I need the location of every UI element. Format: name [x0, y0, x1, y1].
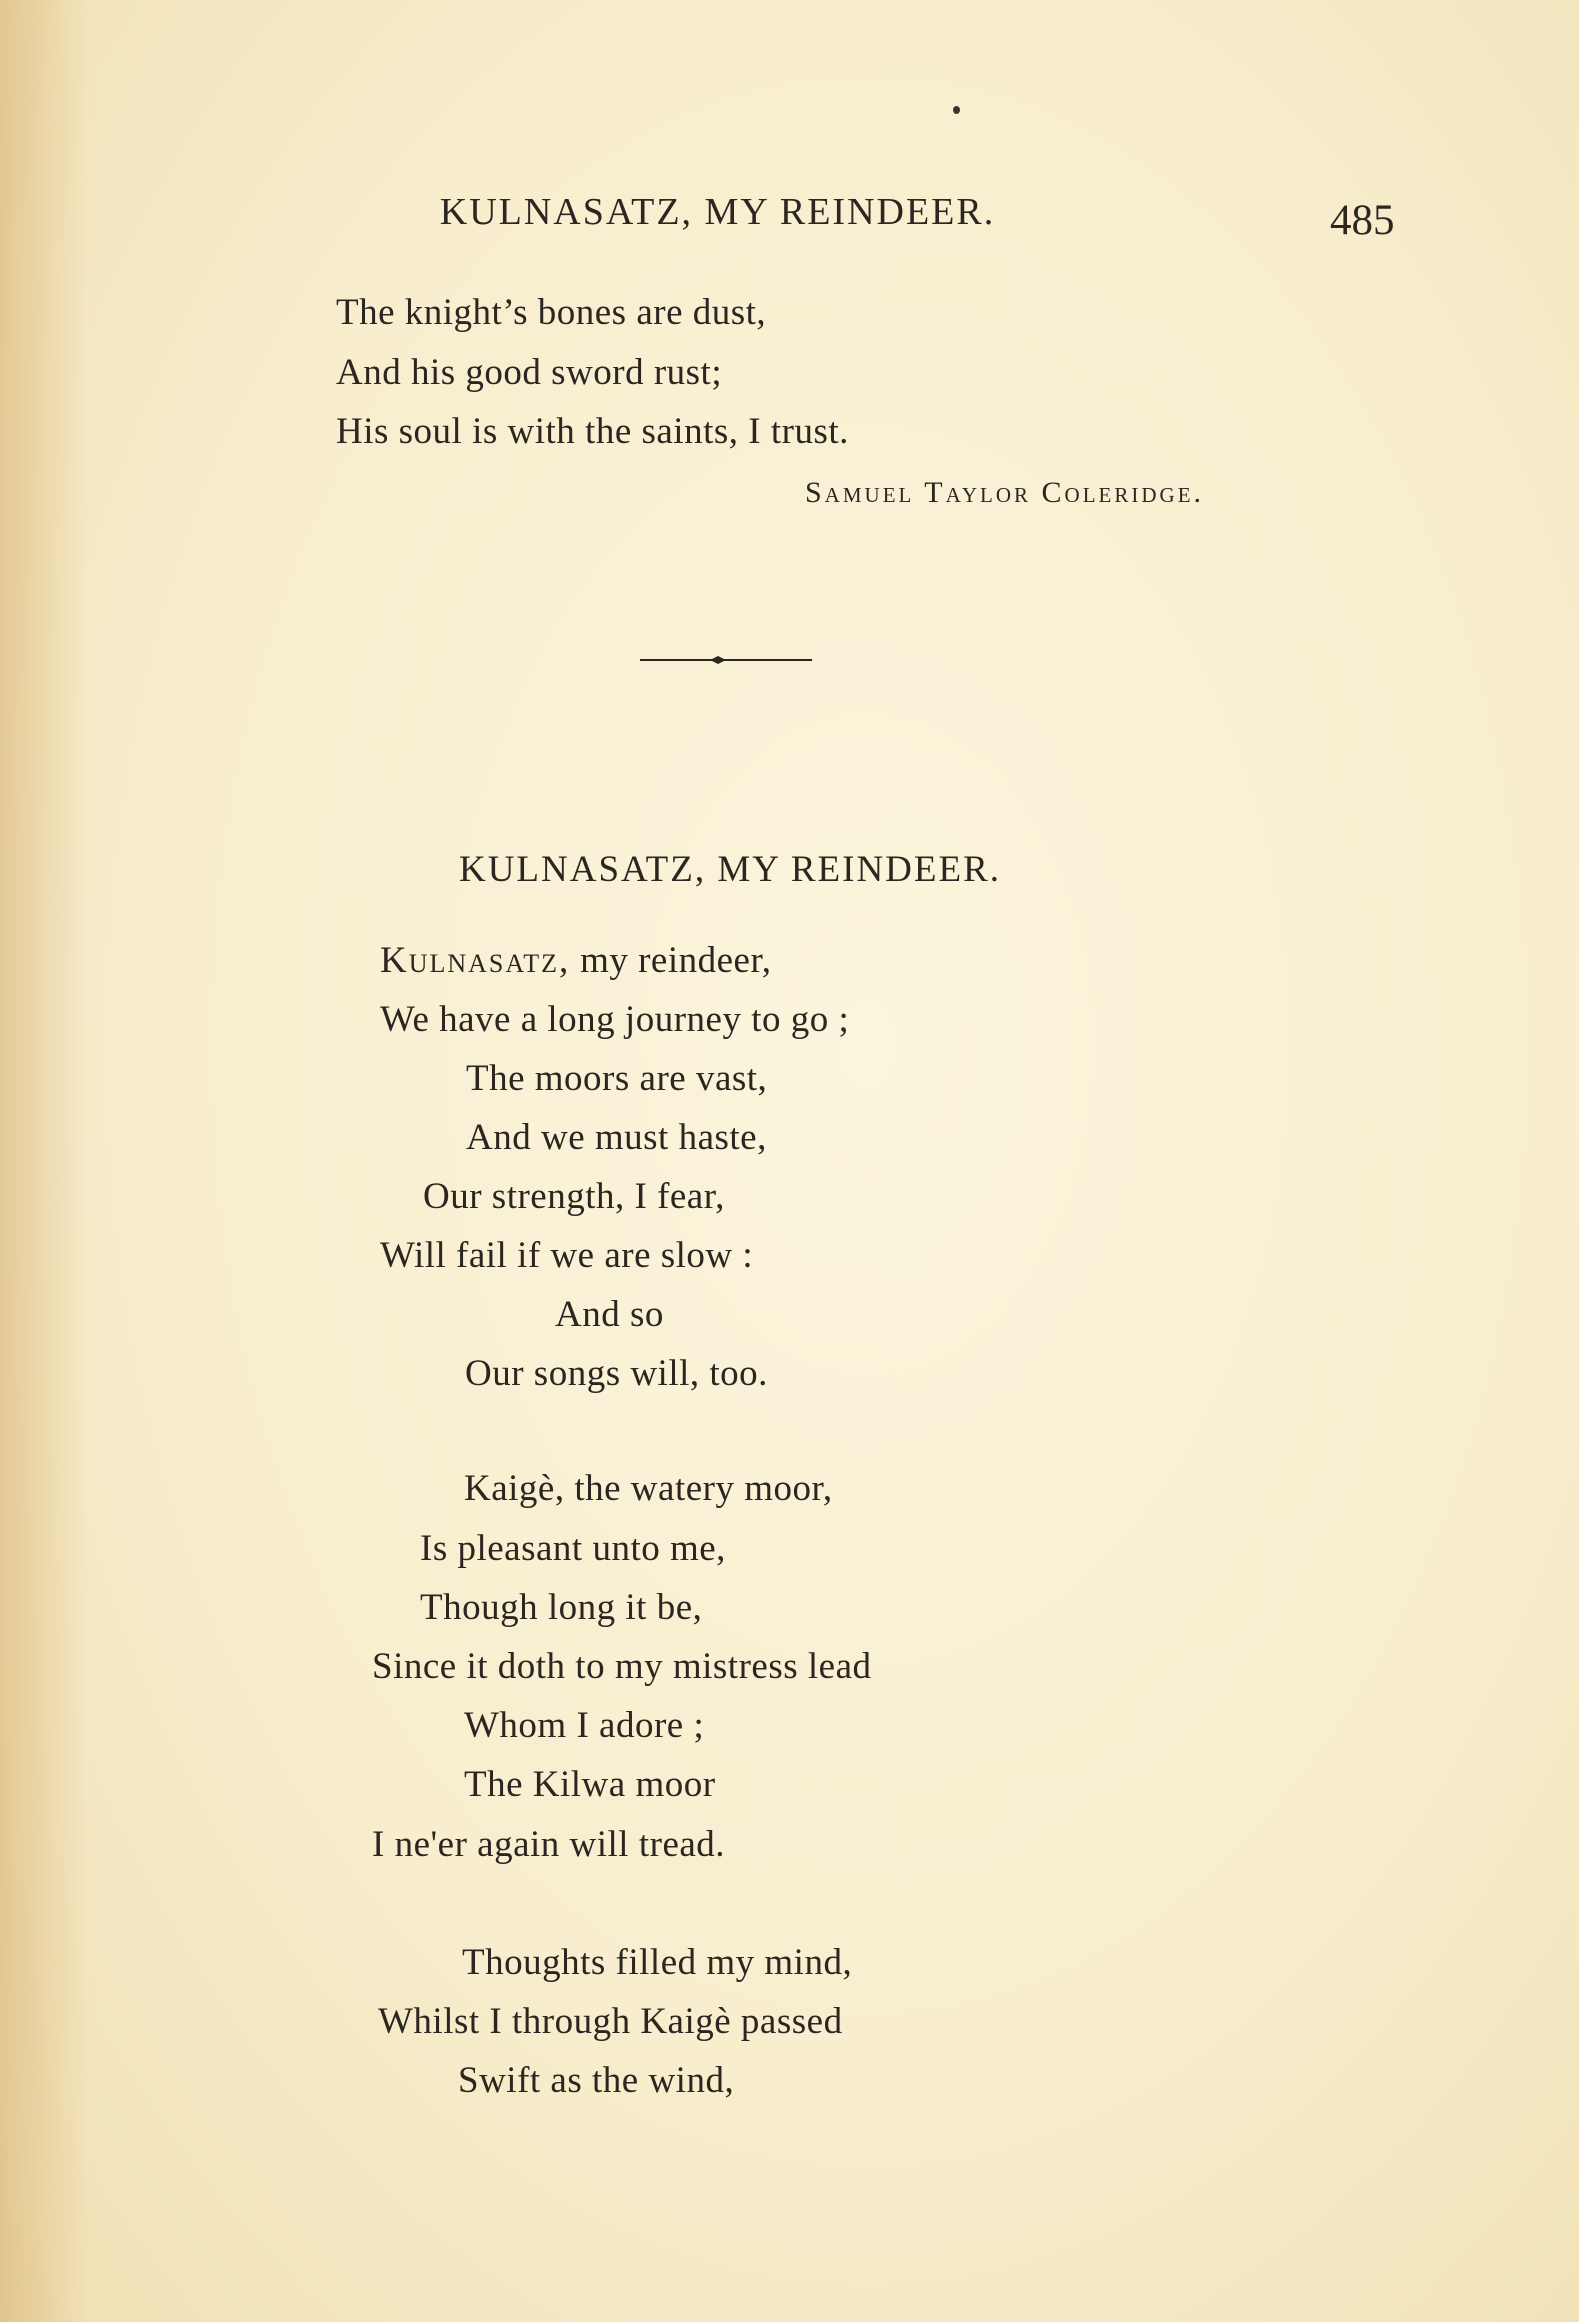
- poem-line: I ne'er again will tread.: [372, 1824, 726, 1865]
- printer-mark: [953, 106, 960, 114]
- poem-line: Our songs will, too.: [465, 1353, 768, 1394]
- poem-line: Our strength, I fear,: [423, 1176, 725, 1217]
- page-number: 485: [1330, 197, 1395, 244]
- first-line-rest: my reindeer,: [570, 940, 772, 981]
- poem-line-first: [380, 942, 772, 979]
- poem-line: His soul is with the saints, I trust.: [336, 411, 849, 452]
- poem-line: And so: [555, 1294, 664, 1335]
- poem-line: Thoughts filled my mind,: [462, 1942, 853, 1983]
- drop-word: Kulnasatz,: [380, 940, 571, 981]
- poem-line: Swift as the wind,: [458, 2060, 735, 2101]
- page-edge-shading: [0, 0, 90, 2322]
- author-attribution: Samuel Taylor Coleridge.: [805, 476, 1205, 509]
- poem-line: Though long it be,: [420, 1587, 703, 1628]
- poem-line: Since it doth to my mistress lead: [372, 1646, 872, 1687]
- poem-line: Kaigè, the watery moor,: [464, 1468, 833, 1509]
- poem-line: The knight’s bones are dust,: [336, 292, 767, 333]
- poem-line: Will fail if we are slow :: [380, 1235, 754, 1276]
- poem-line: The Kilwa moor: [464, 1764, 716, 1805]
- poem-line: Whom I adore ;: [464, 1705, 705, 1746]
- poem-line: We have a long journey to go ;: [380, 999, 850, 1040]
- section-divider-ornament: [640, 650, 812, 670]
- poem-line: The moors are vast,: [466, 1058, 768, 1099]
- poem-line: And his good sword rust;: [336, 352, 723, 393]
- poem-line: Is pleasant unto me,: [420, 1528, 726, 1569]
- poem-line: And we must haste,: [466, 1117, 767, 1158]
- poem-line: Whilst I through Kaigè passed: [378, 2001, 843, 2042]
- poem-title: KULNASATZ, MY REINDEER.: [458, 849, 1002, 890]
- running-title: KULNASATZ, MY REINDEER.: [439, 191, 996, 233]
